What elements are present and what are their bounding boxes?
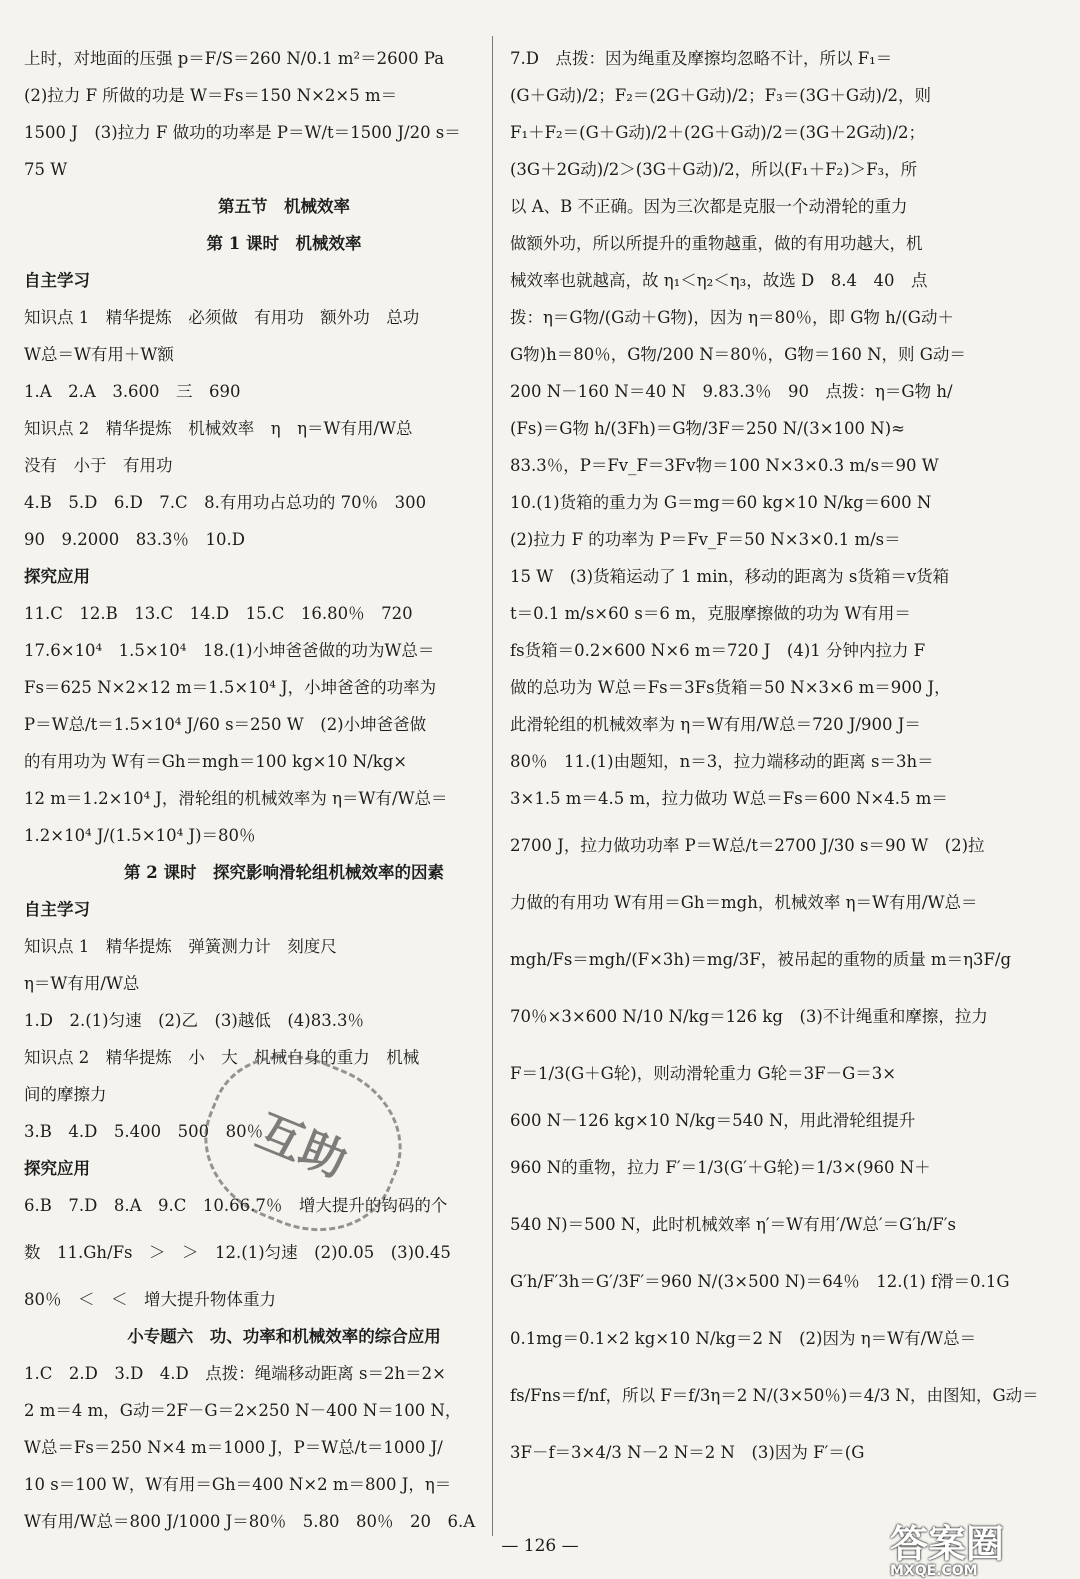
right-text-line: (Fs)＝G物 h/(3Fh)＝G物/3F＝250 N/(3×100 N)≈ (510, 419, 905, 438)
right-text-line: t＝0.1 m/s×60 s＝6 m，克服摩擦做的功为 W有用＝ (510, 604, 911, 623)
left-text-line: 10 s＝100 W，W有用＝Gh＝400 N×2 m＝800 J，η＝ (24, 1475, 452, 1494)
right-text-line: 3F－f＝3×4/3 N－2 N＝2 N (3)因为 F′＝(G (510, 1443, 865, 1462)
left-text-line: 80％ ＜ ＜ 增大提升物体重力 (24, 1290, 276, 1309)
right-text-line: fs货箱＝0.2×600 N×6 m＝720 J (4)1 分钟内拉力 F (510, 641, 926, 660)
right-text-line: 做的总功为 W总＝Fs＝3Fs货箱＝50 N×3×6 m＝900 J， (510, 678, 951, 697)
page-number: — 126 — (501, 1536, 579, 1556)
right-text-line: 此滑轮组的机械效率为 η＝W有用/W总＝720 J/900 J＝ (510, 715, 921, 734)
left-text-line: 12 m＝1.2×10⁴ J，滑轮组的机械效率为 η＝W有/W总＝ (24, 789, 448, 808)
left-text-line: 1.C 2.D 3.D 4.D 点拨：绳端移动距离 s＝2h＝2× (24, 1364, 446, 1383)
left-text-line: (2)拉力 F 所做的功是 W＝Fs＝150 N×2×5 m＝ (24, 86, 398, 105)
left-text-line: 探究应用 (24, 567, 90, 586)
right-text-line: 力做的有用功 W有用＝Gh＝mgh，机械效率 η＝W有用/W总＝ (510, 893, 978, 912)
left-text-line: 2 m＝4 m，G动＝2F－G＝2×250 N－400 N＝100 N， (24, 1401, 462, 1420)
left-text-line: 小专题六 功、功率和机械效率的综合应用 (127, 1327, 441, 1346)
left-text-line: 知识点 1 精华提炼 必须做 有用功 额外功 总功 (24, 308, 420, 327)
left-text-line: W有用/W总＝800 J/1000 J＝80％ 5.80 80％ 20 6.A (24, 1512, 476, 1531)
left-text-line: 间的摩擦力 (24, 1085, 107, 1104)
right-text-line: G物)h＝80％，G物/200 N＝80％，G物＝160 N，则 G动＝ (510, 345, 966, 364)
right-text-line: 600 N－126 kg×10 N/kg＝540 N，用此滑轮组提升 (510, 1111, 916, 1130)
left-text-line: 17.6×10⁴ 1.5×10⁴ 18.(1)小坤爸爸做的功为W总＝ (24, 641, 435, 660)
right-text-line: 10.(1)货箱的重力为 G＝mg＝60 kg×10 N/kg＝600 N (510, 493, 932, 512)
left-text-line: 知识点 2 精华提炼 机械效率 η η＝W有用/W总 (24, 419, 413, 438)
left-text-line: 第五节 机械效率 (218, 197, 350, 216)
right-text-line: 3×1.5 m＝4.5 m，拉力做功 W总＝Fs＝600 N×4.5 m＝ (510, 789, 948, 808)
right-text-line: 80％ 11.(1)由题知，n＝3，拉力端移动的距离 s＝3h＝ (510, 752, 934, 771)
left-text-line: 上时，对地面的压强 p＝F/S＝260 N/0.1 m²＝2600 Pa (24, 49, 445, 68)
site-watermark: 答案圈 MXQE.COM (890, 1522, 1005, 1579)
right-text-line: 拨：η＝G物/(G动＋G物)，因为 η＝80％，即 G物 h/(G动＋ (510, 308, 954, 327)
left-text-line: 第 1 课时 机械效率 (206, 234, 362, 253)
right-text-line: mgh/Fs＝mgh/(F×3h)＝mg/3F，被吊起的重物的质量 m＝η3F/g (510, 950, 1012, 969)
left-text-line: η＝W有用/W总 (24, 974, 140, 993)
left-text-line: Fs＝625 N×2×12 m＝1.5×10⁴ J，小坤爸爸的功率为 (24, 678, 437, 697)
right-text-line: 2700 J，拉力做功功率 P＝W总/t＝2700 J/30 s＝90 W (2)拉 (510, 836, 985, 855)
right-text-line: 0.1mg＝0.1×2 kg×10 N/kg＝2 N (2)因为 η＝W有/W总＝ (510, 1329, 977, 1348)
left-text-line: W总＝Fs＝250 N×4 m＝1000 J，P＝W总/t＝1000 J/ (24, 1438, 443, 1457)
left-text-line: 知识点 1 精华提炼 弹簧测力计 刻度尺 (24, 937, 337, 956)
left-text-line: 6.B 7.D 8.A 9.C 10.66.7％ 增大提升的钩码的个 (24, 1196, 448, 1215)
left-column (24, 40, 544, 1540)
right-text-line: (G＋G动)/2；F₂＝(2G＋G动)/2；F₃＝(3G＋G动)/2，则 (510, 86, 931, 105)
left-text-line: 第 2 课时 探究影响滑轮组机械效率的因素 (124, 863, 444, 882)
right-text-line: fs/Fns＝f/nf，所以 F＝f/3η＝2 N/(3×50％)＝4/3 N，由图知，G动＝ (510, 1386, 1039, 1405)
right-text-line: 83.3％，P＝Fv_F＝3Fv物＝100 N×3×0.3 m/s＝90 W (510, 456, 939, 475)
left-text-line: P＝W总/t＝1.5×10⁴ J/60 s＝250 W (2)小坤爸爸做 (24, 715, 427, 734)
right-text-line: G′h/F′3h＝G′/3F′＝960 N/(3×500 N)＝64％ 12.(1) f滑＝0.1G (510, 1272, 1010, 1291)
left-text-line: 知识点 2 精华提炼 小 大 机械自身的重力 机械 (24, 1048, 420, 1067)
left-text-line: 4.B 5.D 6.D 7.C 8.有用功占总功的 70％ 300 (24, 493, 427, 512)
right-text-line: 7.D 点拨：因为绳重及摩擦均忽略不计，所以 F₁＝ (510, 49, 893, 68)
left-text-line: 1.A 2.A 3.600 三 690 (24, 382, 241, 401)
right-column (510, 40, 1042, 1481)
right-text-line: 做额外功，所以所提升的重物越重，做的有用功越大，机 (510, 234, 923, 253)
right-text-line: 以 A、B 不正确。因为三次都是克服一个动滑轮的重力 (510, 197, 908, 216)
right-text-line: 960 N的重物，拉力 F′＝1/3(G′＋G轮)＝1/3×(960 N＋ (510, 1158, 931, 1177)
left-text-line: 自主学习 (24, 900, 90, 919)
right-text-line: 200 N－160 N＝40 N 9.83.3％ 90 点拨：η＝G物 h/ (510, 382, 953, 401)
right-text-line: 械效率也就越高，故 η₁＜η₂＜η₃，故选 D 8.4 40 点 (510, 271, 928, 290)
right-text-line: (3G＋2G动)/2＞(3G＋G动)/2，所以(F₁＋F₂)＞F₃，所 (510, 160, 918, 179)
left-text-line: 的有用功为 W有＝Gh＝mgh＝100 kg×10 N/kg× (24, 752, 408, 771)
right-text-line: 70％×3×600 N/10 N/kg＝126 kg (3)不计绳重和摩擦，拉力 (510, 1007, 988, 1026)
right-text-line: (2)拉力 F 的功率为 P＝Fv_F＝50 N×3×0.1 m/s＝ (510, 530, 901, 549)
left-text-line: 75 W (24, 160, 68, 179)
left-text-line: 1.D 2.(1)匀速 (2)乙 (3)越低 (4)83.3％ (24, 1011, 364, 1030)
stamp-seal: 互助 (181, 1029, 425, 1256)
left-text-line: 探究应用 (24, 1159, 90, 1178)
left-text-line: 1.2×10⁴ J/(1.5×10⁴ J)＝80％ (24, 826, 256, 845)
right-text-line: F₁＋F₂＝(G＋G动)/2＋(2G＋G动)/2＝(3G＋2G动)/2； (510, 123, 925, 142)
right-text-line: 15 W (3)货箱运动了 1 min，移动的距离为 s货箱＝v货箱 (510, 567, 950, 586)
left-text-line: 3.B 4.D 5.400 500 80％ (24, 1122, 264, 1141)
left-text-line: W总＝W有用＋W额 (24, 345, 174, 364)
right-text-line: F＝1/3(G＋G轮)，则动滑轮重力 G轮＝3F－G＝3× (510, 1064, 897, 1083)
left-text-line: 1500 J (3)拉力 F 做功的功率是 P＝W/t＝1500 J/20 s＝ (24, 123, 461, 142)
left-text-line: 没有 小于 有用功 (24, 456, 173, 475)
right-text-line: 540 N)＝500 N，此时机械效率 η′＝W有用′/W总′＝G′h/F′s (510, 1215, 956, 1234)
left-text-line: 11.C 12.B 13.C 14.D 15.C 16.80％ 720 (24, 604, 413, 623)
left-text-line: 90 9.2000 83.3％ 10.D (24, 530, 245, 549)
left-text-line: 数 11.Gh/Fs ＞ ＞ 12.(1)匀速 (2)0.05 (3)0.45 (24, 1243, 451, 1262)
left-text-line: 自主学习 (24, 271, 90, 290)
